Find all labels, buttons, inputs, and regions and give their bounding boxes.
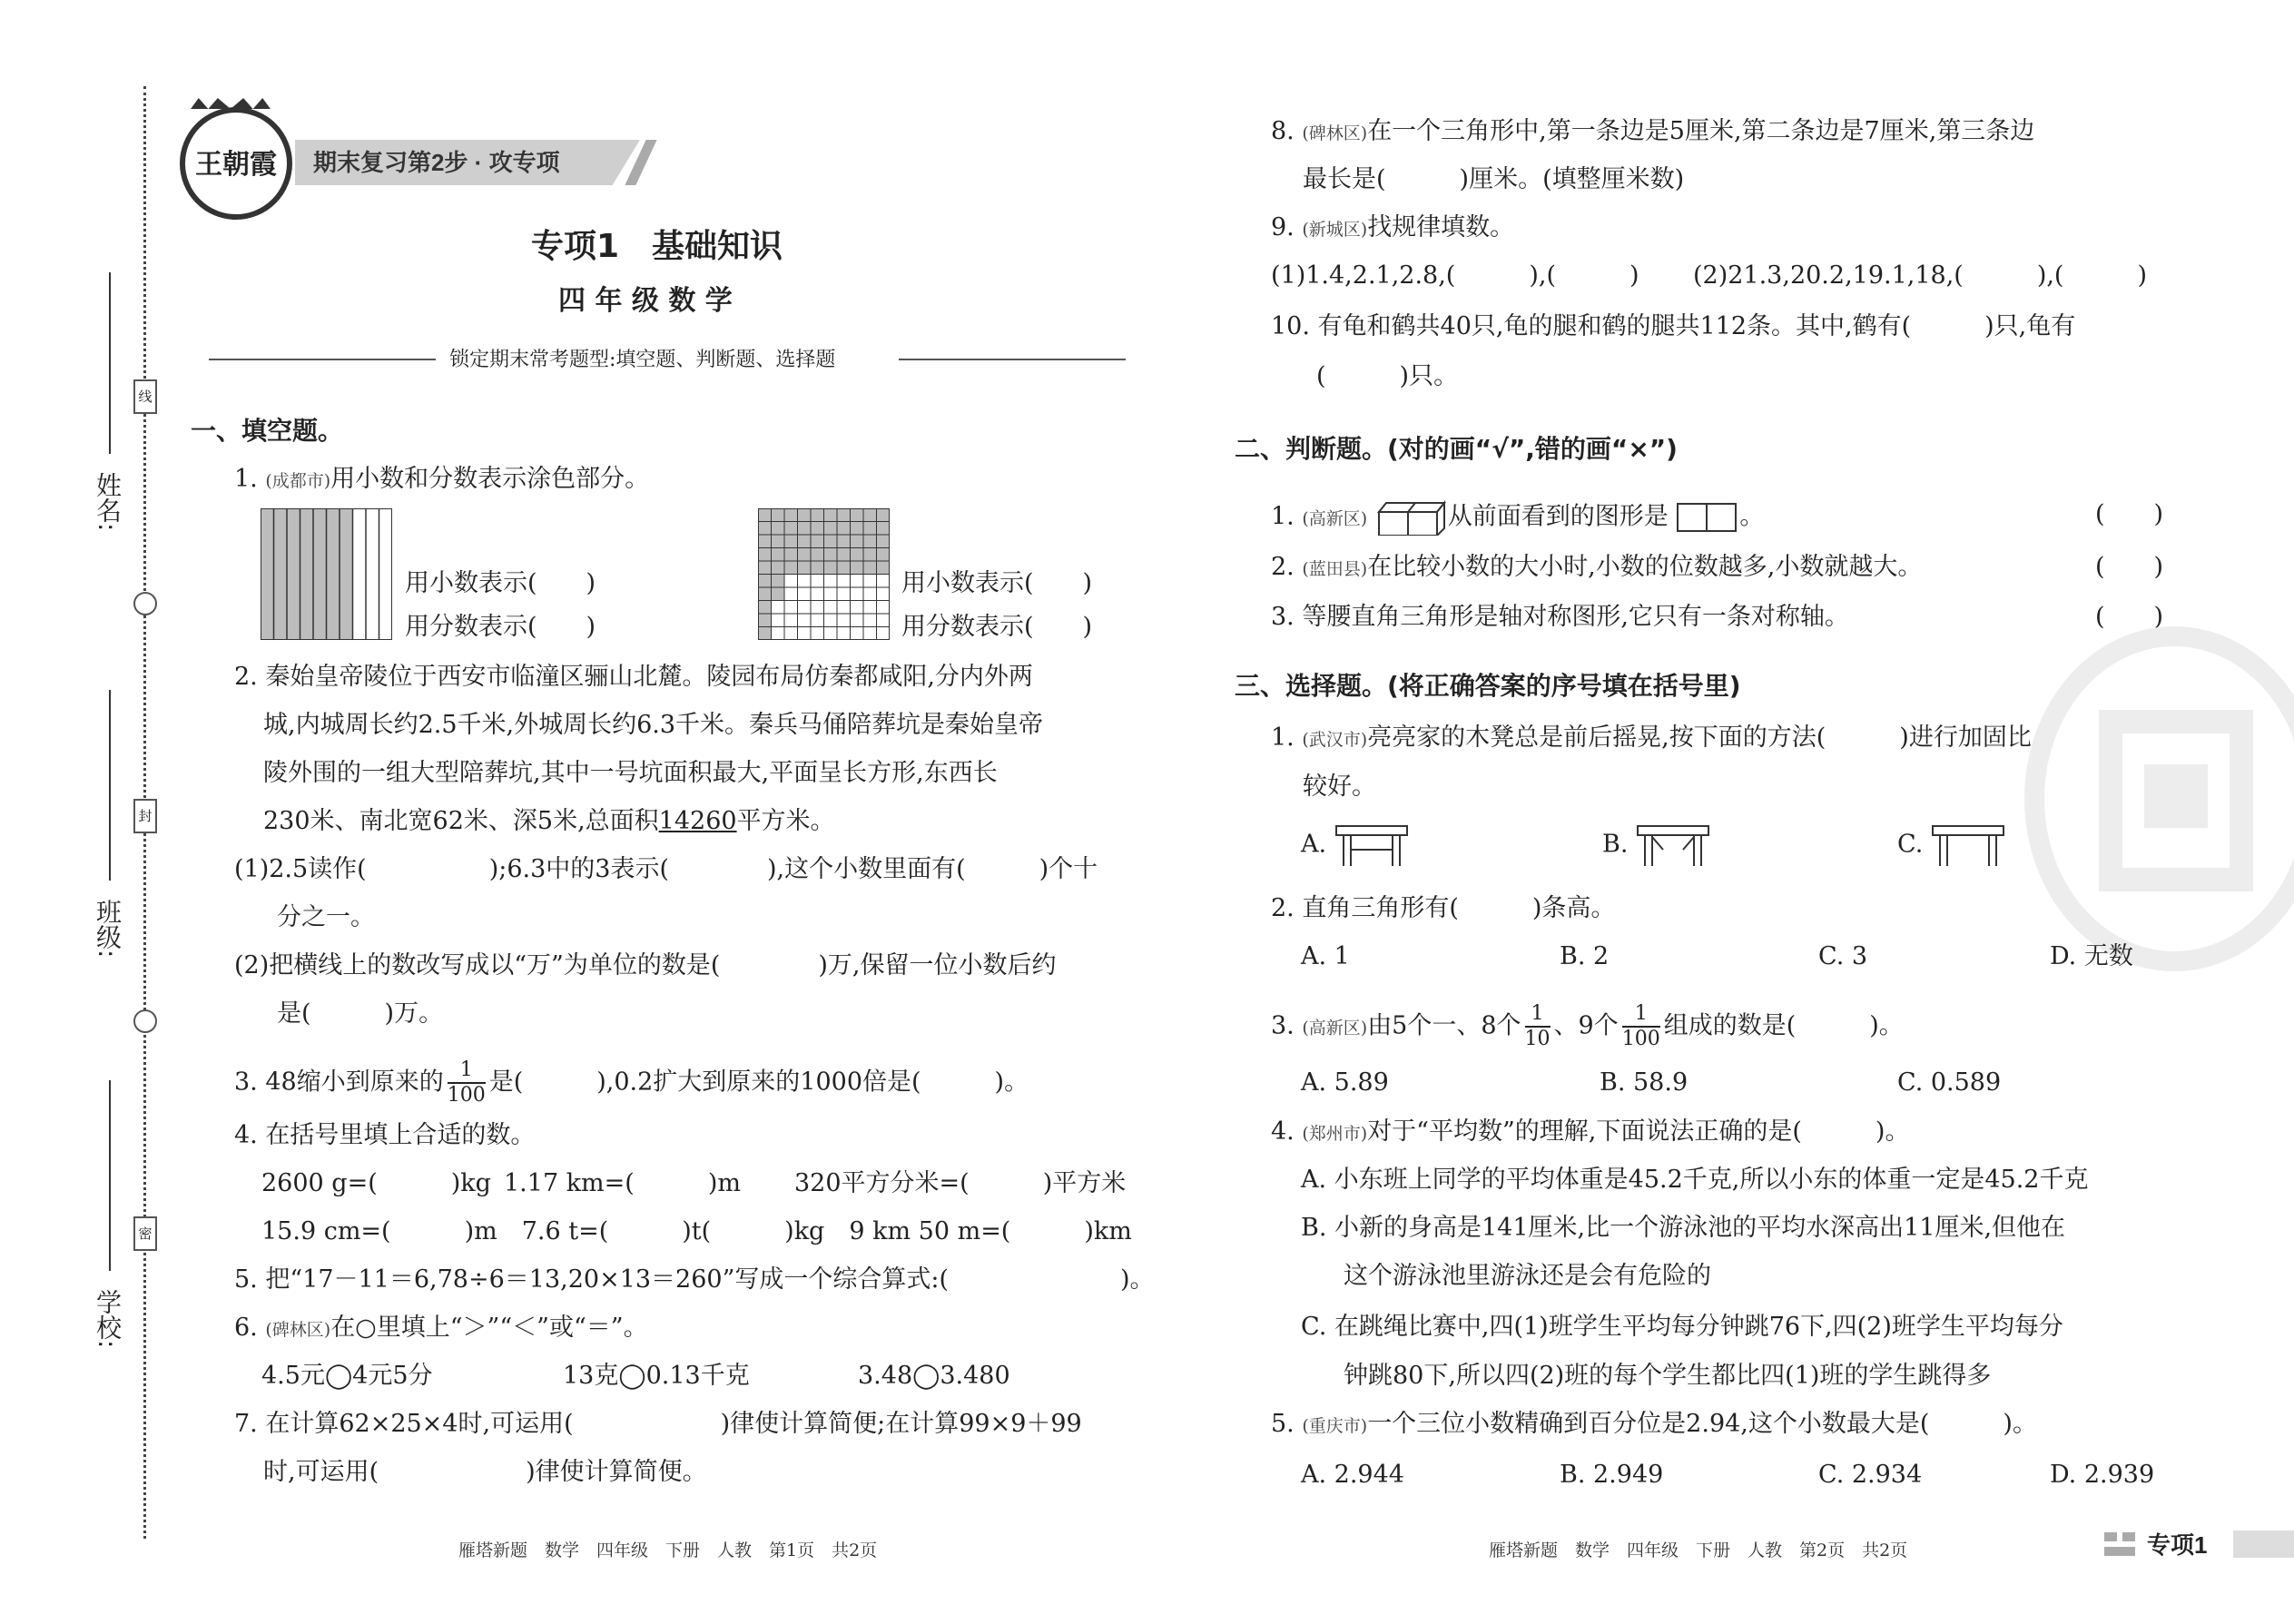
stool-c-icon [1931,822,2005,868]
seal-circle-2 [133,1009,157,1033]
school-label: 学校: [93,1289,123,1349]
footer-right: 雁塔新题 数学 四年级 下册 人教 第2页 共2页 [1489,1540,1908,1560]
judge-1-answer[interactable]: ( ) [2095,500,2164,528]
q6-b[interactable]: 13克◯0.13千克 [563,1362,750,1390]
q4-title: 4. 在括号里填上合适的数。 [234,1121,536,1149]
brand-logo [180,107,292,220]
q2-line-4: 230米、南北宽62米、深5米,总面积14260平方米。 [263,807,835,835]
q4-row1-c[interactable]: 320平方分米=( )平方米 [794,1169,1127,1197]
q2-sub1-line-2: 分之一。 [277,903,375,931]
seal-char-secret: 密 [133,1216,157,1251]
fraction-1-100: $\frac{1}{100}$ [1621,1002,1660,1050]
choice-2[interactable]: 2. 直角三角形有( )条高。 [1271,894,1616,922]
q7-line-2[interactable]: 时,可运用( )律使计算简便。 [263,1458,707,1486]
underlined-number: 14260 [658,807,737,835]
q5[interactable]: 5. 把“17－11＝6,78÷6＝13,20×13＝260”写成一个综合算式:( )。 [234,1265,1155,1294]
choice-4-b-line-2: 这个游泳池里游泳还是会有危险的 [1344,1262,1711,1290]
shaded-grid-figure [758,508,890,640]
page-subtitle: 四 年 级 数 学 [558,285,733,317]
section-tab: 专项1 [2147,1531,2208,1559]
class-label: 班级: [93,899,123,959]
seal-char-line: 线 [133,379,157,414]
q10-line-2[interactable]: ( )只。 [1316,362,1459,390]
q6: 6. (碑林区)在○里填上“＞”“＜”或“＝”。 [234,1314,648,1342]
brand-name: 王朝霞 [195,149,277,181]
judge-2: 2. (蓝田县)在比较小数的大小时,小数的位数越多,小数就越大。 [1271,553,1923,581]
choice-5-c[interactable]: C. 2.934 [1818,1461,1923,1489]
q9-a[interactable]: (1)1.4,2.1,2.8,( ),( ) [1271,261,1639,290]
q1-decimal-blank-1[interactable]: 用小数表示( ) [405,569,596,597]
q2-sub1-line-1[interactable]: (1)2.5读作( );6.3中的3表示( ),这个小数里面有( )个十 [234,855,1098,883]
q6-a[interactable]: 4.5元◯4元5分 [261,1362,433,1390]
q8-line-1[interactable]: 8. (碑林区)在一个三角形中,第一条边是5厘米,第二条边是7厘米,第三条边 [1271,117,2035,145]
q8-line-2[interactable]: 最长是( )厘米。(填整厘米数) [1303,165,1685,193]
shaded-bars-figure [261,508,392,640]
fraction-1-100: $\frac{1}{100}$ [447,1058,486,1107]
choice-1-option-c[interactable]: C. [1897,822,2005,868]
choice-4-c-line-1[interactable]: C. 在跳绳比赛中,四(1)班学生平均每分钟跳76下,四(2)班学生平均每分 [1301,1313,2063,1341]
tab-dot-2 [2122,1532,2135,1541]
school-line [109,1080,111,1271]
class-line [109,690,111,881]
judge-2-answer[interactable]: ( ) [2095,553,2164,581]
choice-1-line-2: 较好。 [1303,773,1376,801]
focus-rule-right [899,359,1126,360]
choice-5-a[interactable]: A. 2.944 [1301,1461,1404,1489]
q9-b[interactable]: (2)21.3,20.2,19.1,18,( ),( ) [1693,261,2148,290]
q1-fraction-blank-1[interactable]: 用分数表示( ) [405,613,596,641]
choice-4-c-line-2: 钟跳80下,所以四(2)班的每个学生都比四(1)班的学生跳得多 [1344,1362,1992,1390]
choice-4-b-line-1[interactable]: B. 小新的身高是141厘米,比一个游泳池的平均水深高出11厘米,但他在 [1301,1214,2066,1242]
banner-text: 期末复习第2步 · 攻专项 [313,149,560,176]
q1-fraction-blank-2[interactable]: 用分数表示( ) [901,613,1093,641]
q3[interactable]: 3. 48缩小到原来的 $\frac{1}{100}$ 是( ),0.2扩大到原来的1000倍是( )。 [234,1058,1029,1107]
choice-2-b[interactable]: B. 2 [1560,942,1610,970]
choice-1-option-a[interactable]: A. [1301,822,1409,868]
q7-line-1[interactable]: 7. 在计算62×25×4时,可运用( )律使计算简便;在计算99×9＋99 [234,1410,1082,1438]
q4-row1-a[interactable]: 2600 g=( )kg [261,1169,491,1197]
fraction-1-10: $\frac{1}{10}$ [1524,1002,1551,1050]
choice-3-c[interactable]: C. 0.589 [1897,1068,2002,1097]
front-view-icon [1676,502,1739,533]
q2-sub2-line-1[interactable]: (2)把横线上的数改写成以“万”为单位的数是( )万,保留一位小数后约 [234,951,1057,979]
section-fill-blank: 一、填空题。 [191,416,344,446]
choice-5[interactable]: 5. (重庆市)一个三位小数精确到百分位是2.94,这个小数最大是( )。 [1271,1410,2037,1438]
choice-5-b[interactable]: B. 2.949 [1560,1461,1664,1489]
seal-char-seal: 封 [133,799,157,833]
seal-circle-1 [133,592,157,615]
q10-line-1[interactable]: 10. 有龟和鹤共40只,龟的腿和鹤的腿共112条。其中,鹤有( )只,龟有 [1271,312,2076,340]
choice-1-option-b[interactable]: B. [1602,822,1710,868]
judge-3: 3. 等腰直角三角形是轴对称图形,它只有一条对称轴。 [1271,603,1849,631]
q1-decimal-blank-2[interactable]: 用小数表示( ) [901,569,1093,597]
q4-row2[interactable]: 15.9 cm=( )m 7.6 t=( )t( )kg 9 km 50 m=( )km [261,1217,1132,1245]
choice-1-line-1[interactable]: 1. (武汉市)亮亮家的木凳总是前后摇晃,按下面的方法( )进行加固比 [1271,723,2032,752]
focus-rule-left [209,359,436,360]
tab-dots-icon [2104,1532,2117,1541]
q2-line-3: 陵外围的一组大型陪葬坑,其中一号坑面积最大,平面呈长方形,东西长 [263,759,998,787]
choice-2-d[interactable]: D. 无数 [2050,942,2133,970]
name-label: 姓名: [93,472,123,532]
choice-3-a[interactable]: A. 5.89 [1301,1068,1389,1097]
choice-2-c[interactable]: C. 3 [1818,942,1868,970]
q2-line-1: 2. 秦始皇帝陵位于西安市临潼区骊山北麓。陵园布局仿秦都咸阳,分内外两 [234,663,1033,691]
q9: 9. (新城区)找规律填数。 [1271,213,1515,241]
choice-2-a[interactable]: A. 1 [1301,942,1350,970]
stool-b-icon [1636,822,1710,868]
q2-line-2: 城,内城周长约2.5千米,外城周长约6.3千米。秦兵马俑陪葬坑是秦始皇帝 [263,711,1044,739]
section-true-false: 二、判断题。(对的画“√”,错的画“×”) [1235,434,1678,464]
tab-dot-3 [2104,1547,2135,1556]
q1: 1. (成都市)用小数和分数表示涂色部分。 [234,465,650,493]
choice-4-a[interactable]: A. 小东班上同学的平均体重是45.2千克,所以小东的体重一定是45.2千克 [1301,1166,2089,1194]
choice-5-d[interactable]: D. 2.939 [2050,1461,2155,1489]
page-title: 专项1 基础知识 [531,228,783,265]
q4-row1-b[interactable]: 1.17 km=( )m [504,1169,741,1197]
judge-3-answer[interactable]: ( ) [2095,603,2164,631]
choice-3-b[interactable]: B. 58.9 [1600,1068,1689,1097]
name-line [109,272,111,454]
judge-1: 1. (高新区) 从前面看到的图形是 。 [1271,499,1764,536]
section-choice: 三、选择题。(将正确答案的序号填在括号里) [1235,671,1741,701]
q2-sub2-line-2[interactable]: 是( )万。 [277,999,444,1028]
choice-3[interactable]: 3. (高新区)由5个一、8个 $\frac{1}{10}$ 、9个 $\frac{1}{100}$ 组成的数是( )。 [1271,1002,1904,1050]
tab-bar [2233,1530,2294,1558]
focus-text: 锁定期末常考题型:填空题、判断题、选择题 [449,349,836,371]
stool-a-icon [1334,822,1409,868]
cube-stack-icon [1375,499,1448,536]
q6-c[interactable]: 3.48◯3.480 [858,1362,1010,1390]
footer-left: 雁塔新题 数学 四年级 下册 人教 第1页 共2页 [458,1540,878,1560]
choice-4[interactable]: 4. (郑州市)对于“平均数”的理解,下面说法正确的是( )。 [1271,1117,1910,1146]
watermark-seal-icon [2024,626,2294,971]
